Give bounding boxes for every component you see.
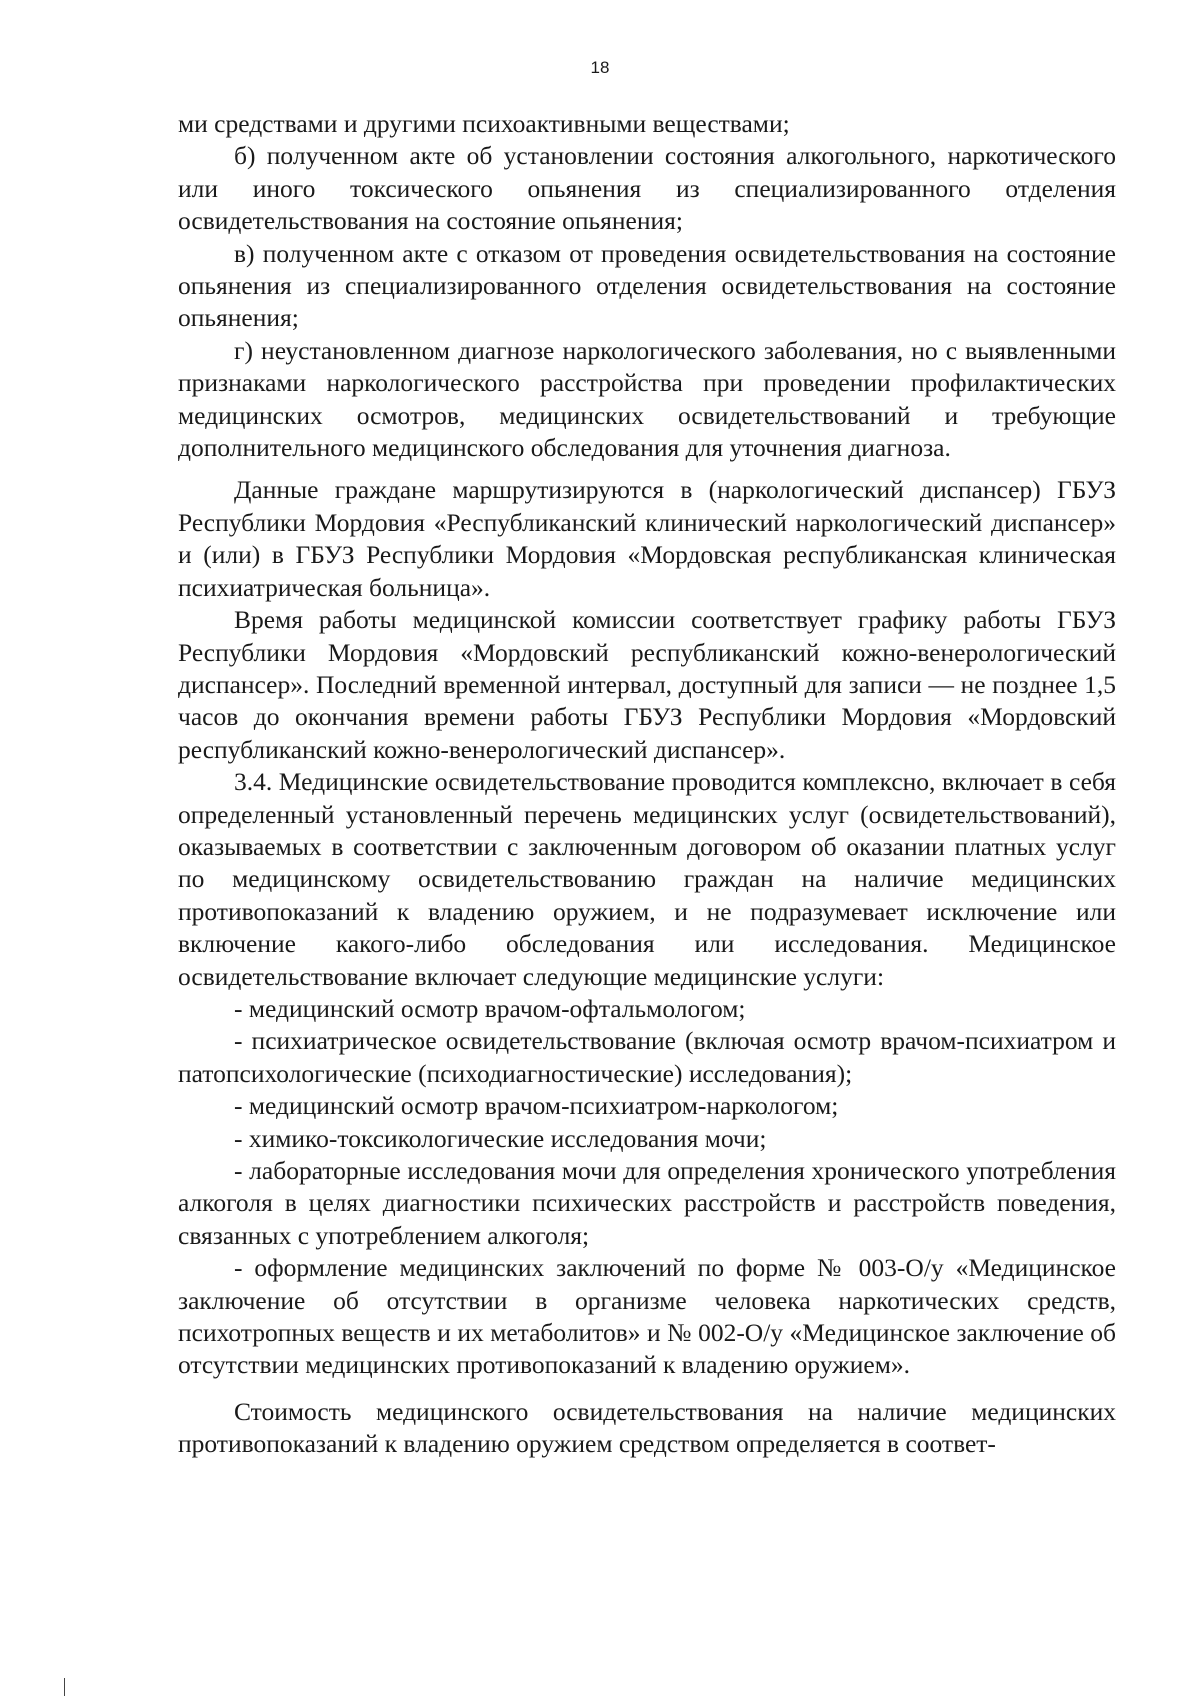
paragraph-routing: Данные граждане маршрутизируются в (наркологический диспансер) ГБУЗ Республики Мордовия «Республиканский клинический наркологический диспансер» и (или) в ГБУЗ Республики Мордовия «Мордовская республиканская клиническая психиатрическая больница». (178, 475, 1116, 602)
document-body (178, 108, 1116, 1461)
scan-artifact-mark (64, 1678, 65, 1696)
list-item-narcologist: - медицинский осмотр врачом-психиатром-наркологом; (234, 1091, 839, 1121)
list-item-conclusions: - оформление медицинских заключений по форме № 003-О/у «Медицинское заключение об отсутствии в организме человека наркотических средств, психотропных веществ и их метаболитов» и № 002-О/у «Медицинское заключение об отсутствии медицинских противопоказаний к владению оружием». (178, 1253, 1116, 1380)
paragraph-continuation: ми средствами и другими психоактивными веществами; (178, 109, 790, 138)
list-item-ophthalmologist: - медицинский осмотр врачом-офтальмологом; (234, 993, 746, 1023)
paragraph-section-3-4: 3.4. Медицинские освидетельствование проводится комплексно, включает в себя определенный установленный перечень медицинских услуг (освидетельствований), оказываемых в соответствии с заключенным договором об оказании платных услуг по медицинскому освидетельствованию граждан на наличие медицинских противопоказаний к владению оружием, и не подразумевает исключение или включение какого-либо обследования или исследования. Медицинское освидетельствование включает следующие медицинские услуги: (178, 767, 1116, 991)
paragraph-item-b: б) полученном акте об установлении состояния алкогольного, наркотического или иного токсического опьянения из специализированного отделения освидетельствования на состояние опьянения; (178, 141, 1116, 236)
page-number: 18 (590, 58, 610, 77)
list-item-toxicology: - химико-токсикологические исследования мочи; (234, 1123, 767, 1153)
paragraph-item-g: г) неустановленном диагнозе наркологического заболевания, но с выявленными признаками наркологического расстройства при проведении профилактических медицинских осмотров, медицинских освидетельствований и требующие дополнительного медицинского обследования для уточнения диагноза. (178, 335, 1116, 463)
list-item-laboratory: - лабораторные исследования мочи для определения хронического употребления алкоголя в целях диагностики психических расстройств и расстройств поведения, связанных с употреблением алкоголя; (178, 1156, 1116, 1250)
list-item-psychiatric: - психиатрическое освидетельствование (включая осмотр врачом-психиатром и патопсихологические (психодиагностические) исследования); (178, 1026, 1116, 1088)
paragraph-cost: Стоимость медицинского освидетельствования на наличие медицинских противопоказаний к владению оружием средством определяется в соответ- (178, 1396, 1116, 1459)
paragraph-item-v: в) полученном акте с отказом от проведения освидетельствования на состояние опьянения из специализированного отделения освидетельствования на состояние опьянения; (178, 238, 1116, 333)
paragraph-working-hours: Время работы медицинской комиссии соответствует графику работы ГБУЗ Республики Мордовия «Мордовский республиканский кожно-венерологический диспансер». Последний временной интервал, доступный для записи — не позднее 1,5 часов до окончания времени работы ГБУЗ Республики Мордовия «Мордовский республиканский кожно-венерологический диспансер». (178, 605, 1116, 764)
